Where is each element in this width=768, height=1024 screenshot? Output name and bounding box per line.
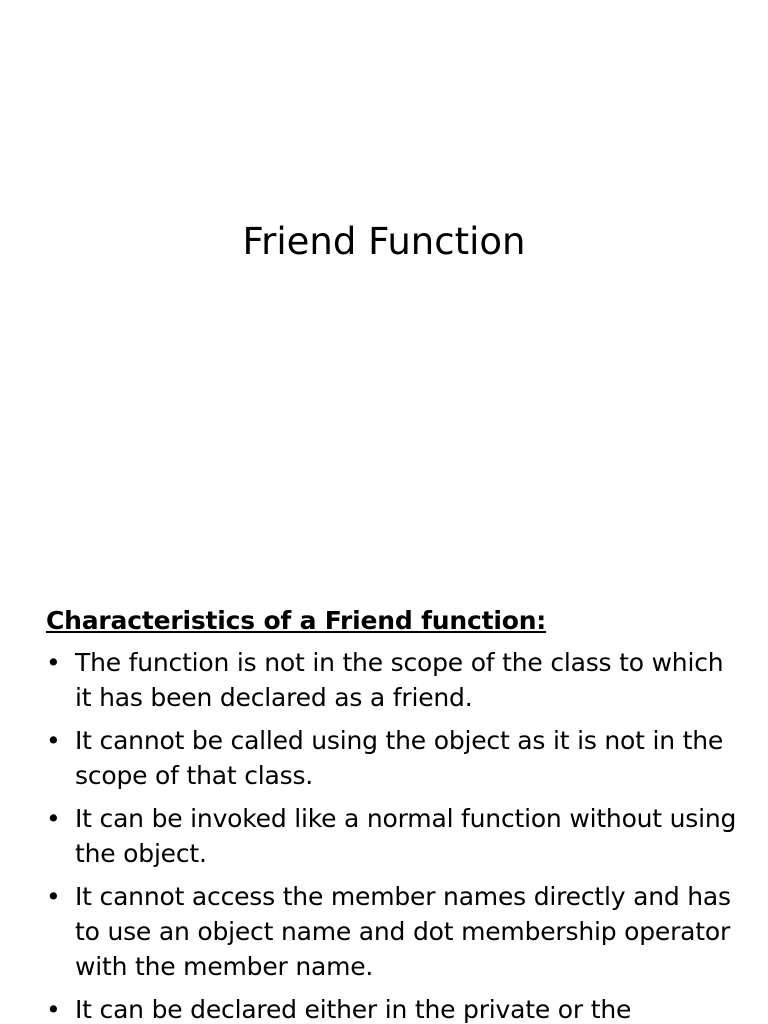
bullet-item (46, 992, 746, 1024)
section-heading: Characteristics of a Friend function: (46, 606, 547, 635)
bullet-text: The function is not in the scope of the class to which it has been declared as a friend. (75, 648, 724, 712)
bullet-list (46, 645, 746, 1024)
bullet-item (46, 723, 746, 793)
bullet-item (46, 879, 746, 984)
bullet-icon: • (46, 648, 61, 677)
bullet-icon: • (46, 726, 61, 755)
bullet-icon: • (46, 882, 61, 911)
bullet-text: It cannot be called using the object as it is not in the scope of that class. (75, 726, 724, 790)
bullet-text: It can be invoked like a normal function without using the object. (75, 804, 737, 868)
bullet-text: It can be declared either in the private or the (75, 995, 632, 1024)
bullet-text: It cannot access the member names directly and has to use an object name and dot membership operator with the member name. (75, 882, 731, 981)
slide-title: Friend Function (242, 220, 526, 263)
bullet-icon: • (46, 804, 61, 833)
bullet-item (46, 645, 746, 715)
slide-content (46, 603, 746, 1024)
bullet-item (46, 801, 746, 871)
bullet-icon: • (46, 995, 61, 1024)
